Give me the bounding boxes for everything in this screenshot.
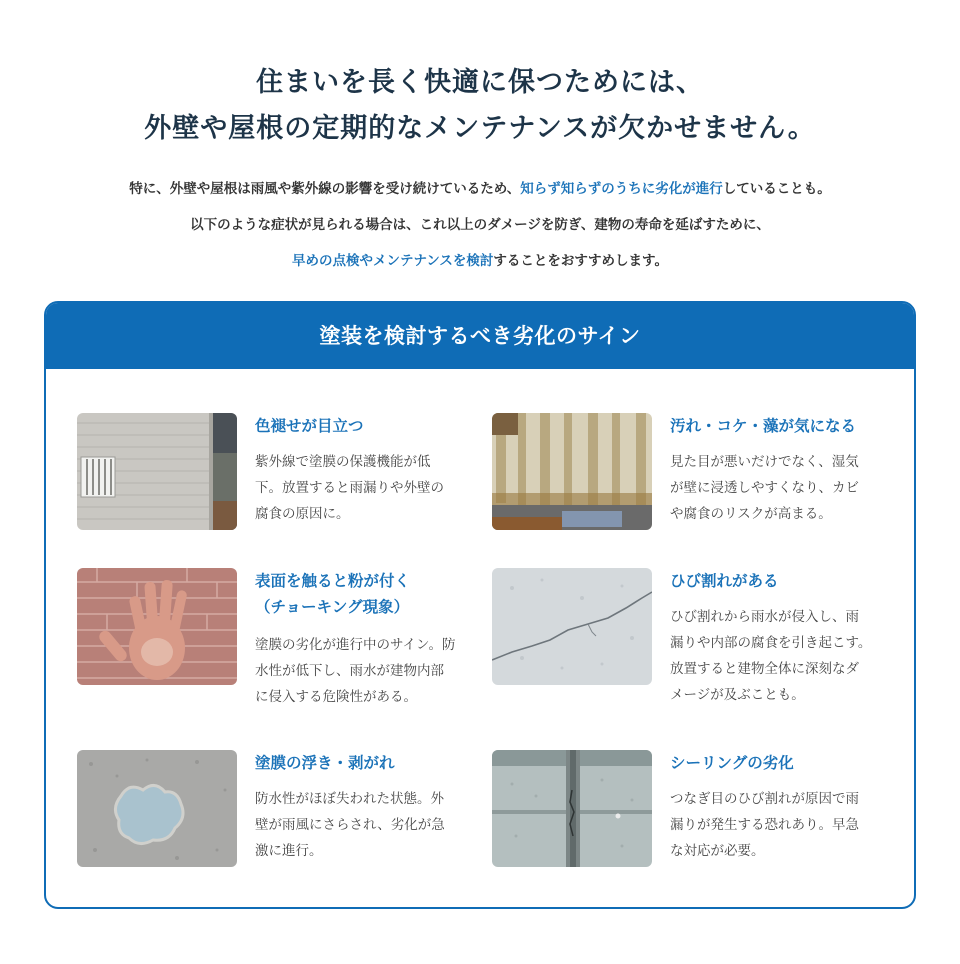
card-title: 汚れ・コケ・藻が気になる <box>670 417 857 435</box>
intro-highlight-2: 早めの点検やメンテナンスを検討 <box>292 253 494 269</box>
intro-line-1 <box>0 171 960 207</box>
intro-highlight-1: 知らず知らずのうちに劣化が進行 <box>520 181 723 197</box>
panel-title: 塗装を検討するべき劣化のサイン <box>46 303 914 369</box>
card-description: 見た目が悪いだけでなく、湿気 が壁に浸透しやすくなり、カビ や腐食のリスクが高まる。 <box>670 454 859 522</box>
card-title: シーリングの劣化 <box>670 754 794 772</box>
faded-siding-photo <box>77 413 237 530</box>
card-title: 表面を触ると粉が付く （チョーキング現象） <box>255 572 411 616</box>
card-description: つなぎ目のひび割れが原因で雨 漏りが発生する恐れあり。早急 な対応が必要。 <box>670 791 859 859</box>
card-title: ひび割れがある <box>670 572 779 590</box>
cracked-wall-photo <box>492 568 652 685</box>
card-title: 塗膜の浮き・剥がれ <box>255 754 395 772</box>
signs-panel <box>44 301 916 909</box>
chalking-hand-photo <box>77 568 237 685</box>
intro-line-3-b: することをおすすめします。 <box>493 253 668 269</box>
headline <box>0 60 960 152</box>
intro-line-1-b: していることも。 <box>722 181 831 197</box>
intro-line-1-a: 特に、外壁や屋根は雨風や紫外線の影響を受け続けているため、 <box>129 181 521 197</box>
card-description: 塗膜の劣化が進行中のサイン。防 水性が低下し、雨水が建物内部 に侵入する危険性がある。 <box>255 637 456 705</box>
mossy-wall-photo <box>492 413 652 530</box>
sealant-joint-photo <box>492 750 652 867</box>
card-description: ひび割れから雨水が侵入し、雨 漏りや内部の腐食を引き起こす。 放置すると建物全体に深刻なダ メージが及ぶことも。 <box>670 609 872 703</box>
headline-line-2: 外壁や屋根の定期的なメンテナンスが欠かせません。 <box>144 113 816 144</box>
intro-line-3 <box>0 243 960 279</box>
intro-text <box>0 171 960 279</box>
card-title: 色褪せが目立つ <box>255 417 364 435</box>
headline-line-1: 住まいを長く快適に保つためには、 <box>256 67 704 98</box>
intro-line-2: 以下のような症状が見られる場合は、これ以上のダメージを防ぎ、建物の寿命を延ばすために、 <box>190 217 770 233</box>
card-description: 紫外線で塗膜の保護機能が低 下。放置すると雨漏りや外壁の 腐食の原因に。 <box>255 454 444 522</box>
peeling-paint-photo <box>77 750 237 867</box>
card-description: 防水性がほぼ失われた状態。外 壁が雨風にさらされ、劣化が急 激に進行。 <box>255 791 445 859</box>
